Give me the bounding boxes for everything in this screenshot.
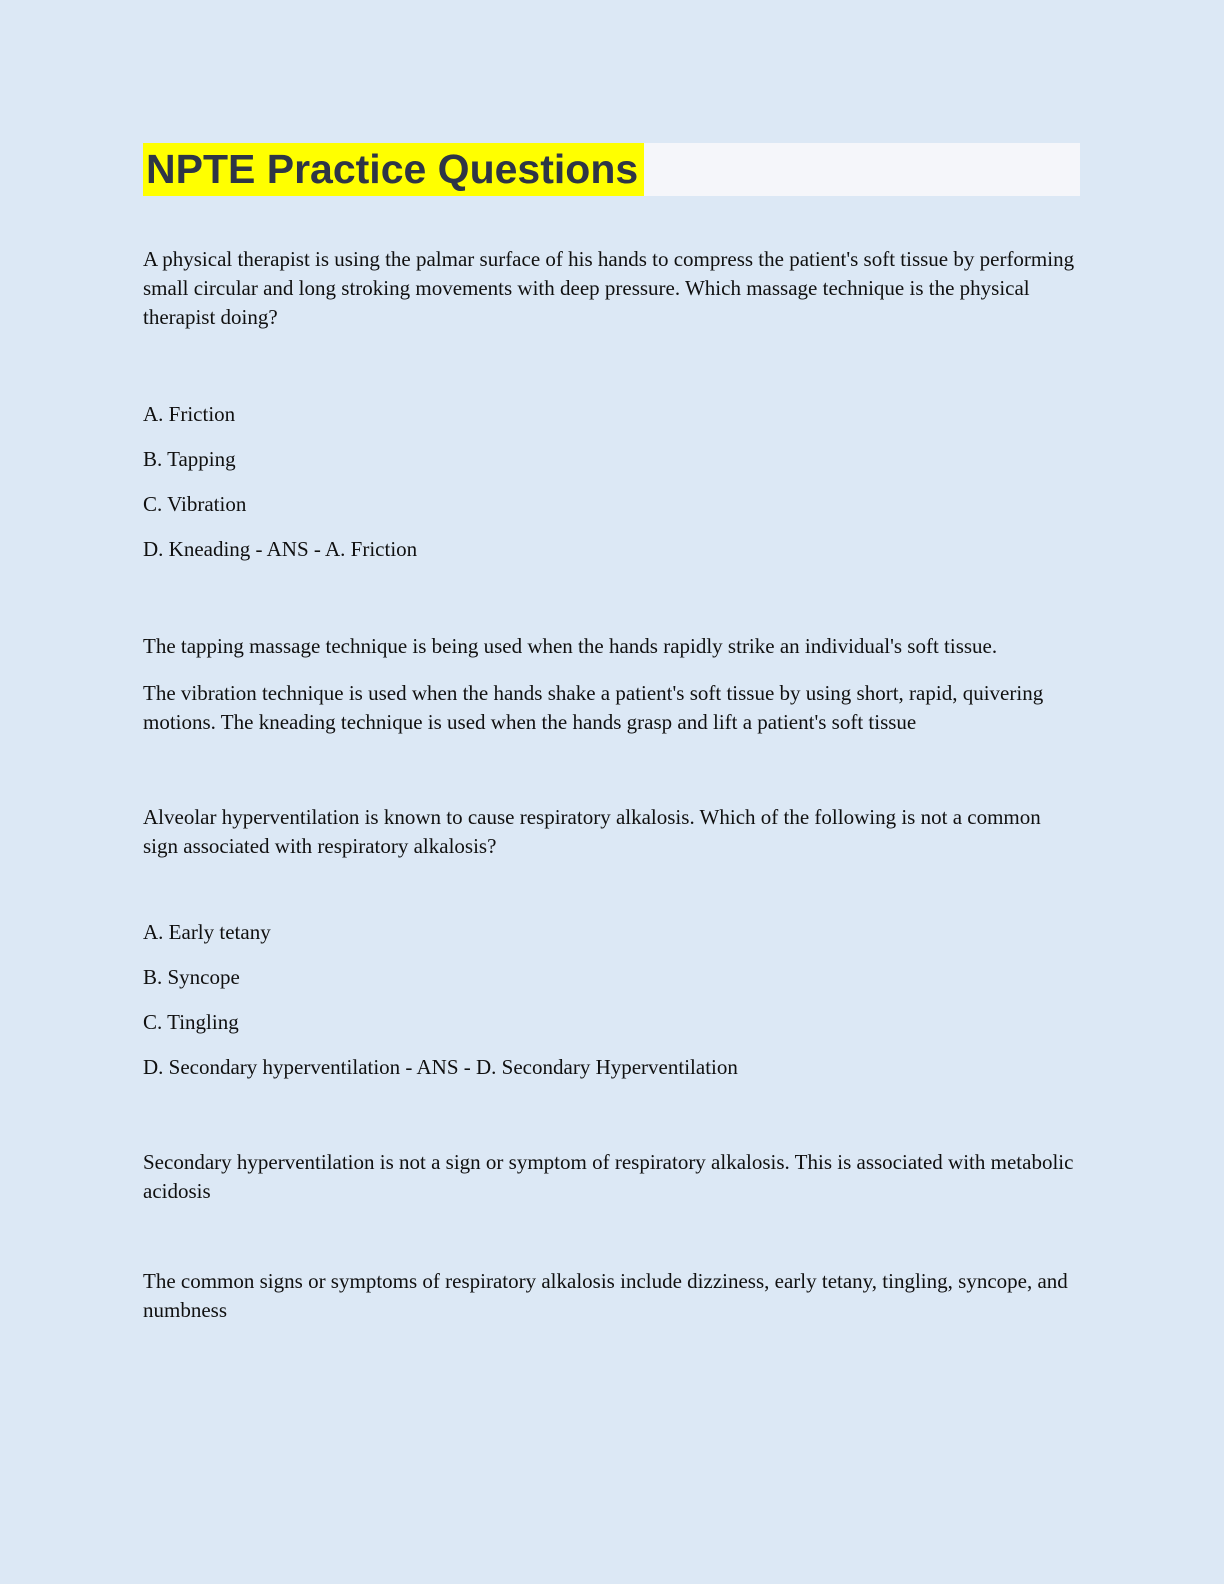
question-2-explanation-1: Secondary hyperventilation is not a sign or symptom of respiratory alkalosis. This is associated with metabolic acidosis [143, 1150, 1074, 1203]
document-content [143, 143, 1080, 1325]
question-1-option-d-answer: D. Kneading - ANS - A. Friction [143, 537, 418, 561]
question-1-explanation-1: The tapping massage technique is being used when the hands rapidly strike an individual's soft tissue. [143, 634, 998, 658]
question-2-option-d-answer: D. Secondary hyperventilation - ANS - D. Secondary Hyperventilation [143, 1055, 738, 1079]
question-1-option-c: C. Vibration [143, 492, 247, 516]
question-2-prompt: Alveolar hyperventilation is known to cause respiratory alkalosis. Which of the following is not a common sign associated with respiratory alkalosis? [143, 805, 1041, 858]
question-block-2 [143, 803, 1080, 1325]
question-1-option-b: B. Tapping [143, 447, 236, 471]
question-block-1 [143, 245, 1080, 737]
title-bar [143, 143, 1080, 196]
page-title [143, 143, 1080, 196]
question-1-prompt: A physical therapist is using the palmar surface of his hands to compress the patient's soft tissue by performing small circular and long stroking movements with deep pressure. Which massage technique is the physical therapist doing? [143, 247, 1075, 329]
question-1-option-a: A. Friction [143, 402, 236, 426]
question-1-explanation-2: The vibration technique is used when the hands shake a patient's soft tissue by using short, rapid, quivering motions. The kneading technique is used when the hands grasp and lift a patient's soft tissue [143, 681, 1044, 734]
question-2-option-a: A. Early tetany [143, 920, 271, 944]
question-2-option-c: C. Tingling [143, 1010, 239, 1034]
question-2-option-b: B. Syncope [143, 965, 240, 989]
question-2-explanation-2: The common signs or symptoms of respiratory alkalosis include dizziness, early tetany, tingling, syncope, and numbness [143, 1269, 1068, 1322]
page-title-highlight: NPTE Practice Questions [143, 143, 644, 196]
